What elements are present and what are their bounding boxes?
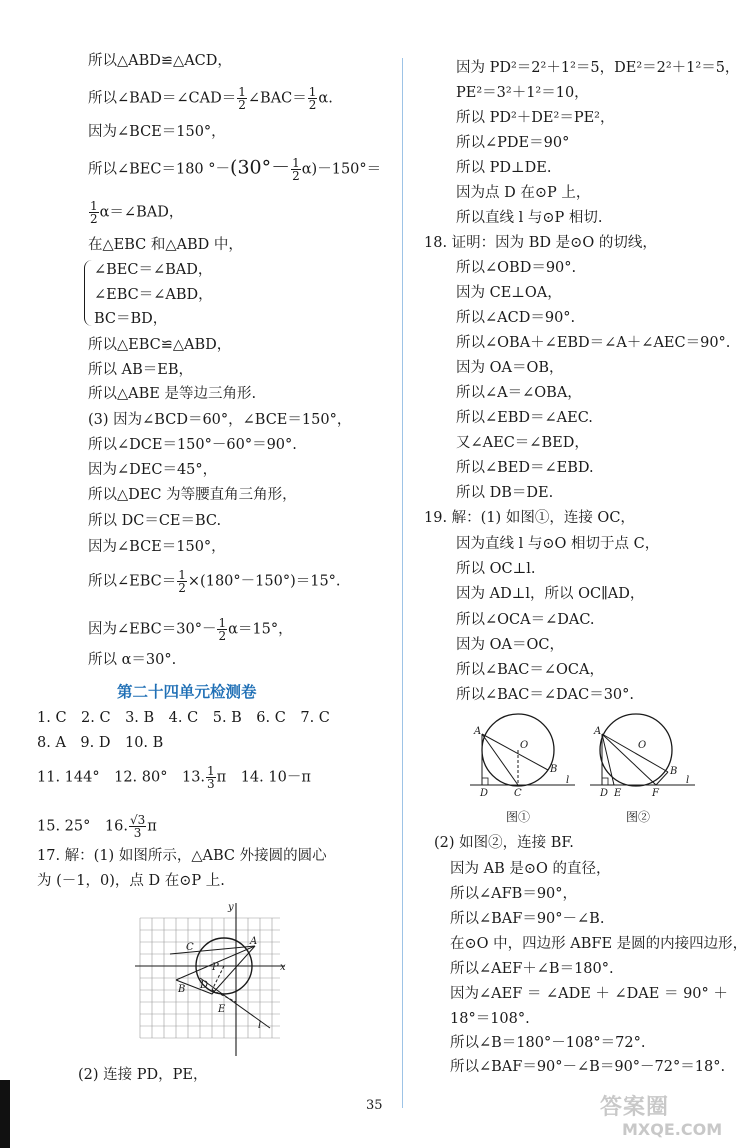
text-line: (2) 如图②，连接 BF. [434,835,574,851]
text-line: 所以直线 l 与⊙P 相切. [456,210,603,226]
text-line: 所以△ABD≌△ACD， [88,53,232,69]
svg-text:O: O [520,740,529,751]
svg-text:A: A [250,936,258,947]
text-line: 所以△DEC 为等腰直角三角形， [88,487,297,503]
text-line: $\frac{1}{2}$ α＝∠BAD， [90,199,184,226]
svg-text:l: l [258,1020,262,1031]
text-line: 所以∠B＝180°－108°＝72°. [450,1035,646,1051]
fraction: $\frac{1}{2}$ [292,156,300,183]
text-line: 所以∠BED＝∠EBD. [456,460,594,476]
text-line: 所以∠BAF＝90°－∠B. [450,911,605,927]
text-line: 所以∠DCE＝150°－60°＝90°. [88,437,297,453]
svg-text:y: y [228,902,234,913]
page-number: 35 [366,1098,383,1113]
svg-text:B: B [178,984,186,995]
text-line: 因为∠BCE＝150°， [88,124,226,140]
text-line: 因为 PD²＝2²＋1²＝5，DE²＝2²＋1²＝5， [456,60,740,76]
text-line: 因为 OA＝OC， [456,637,564,653]
text-line: (3) 因为∠BCD＝60°，∠BCE＝150°， [88,412,352,428]
fraction: $\frac{√3}{3}$ [129,813,146,840]
text-line: 所以 OC⊥l. [456,561,536,577]
system-line: ∠EBC＝∠ABD， [94,287,213,303]
text-line: 18°＝108°. [450,1011,530,1027]
text-line: 所以△EBC≌△ABD， [88,337,232,353]
text-line: 所以 DB＝DE. [456,485,554,501]
answer-line: 8. A 9. D 10. B [37,735,164,751]
text-line: 所以∠OCA＝∠DAC. [456,612,595,628]
text-line: 因为 AB 是⊙O 的直径， [450,861,611,877]
text-line: 所以△ABE 是等边三角形. [88,386,257,402]
text-line: 因为点 D 在⊙P 上， [456,185,591,201]
text-line: 所以∠EBC＝ $\frac{1}{2}$ ×(180°－150°)＝15°. [88,568,341,595]
text-line: 所以∠ACD＝90°. [456,310,576,326]
figure-caption: 图② [626,810,651,824]
fraction: $\frac{1}{2}$ [218,616,227,643]
svg-text:l: l [686,775,690,786]
svg-text:C: C [186,942,194,953]
text-line: 因为∠BCE＝150°， [88,539,226,555]
fraction: $\frac{1}{2}$ [178,568,186,595]
system-line: ∠BEC＝∠BAD， [94,262,213,278]
svg-text:D: D [480,788,489,798]
text-line: 为 (－1，0)，点 D 在⊙P 上. [37,873,225,889]
figure-17-grid [130,898,295,1058]
text-line: 所以∠AEF＋∠B＝180°. [450,961,614,977]
scan-edge [0,1080,10,1148]
text-line: 所以 AB＝EB， [88,362,193,378]
text-line: 因为 OA＝OB， [456,360,564,376]
text-line: 19. 解：(1) 如图①，连接 OC， [424,510,635,526]
svg-text:E: E [218,1004,226,1015]
svg-text:D: D [600,788,609,798]
text-line: 因为直线 l 与⊙O 相切于点 C， [456,536,660,552]
watermark: 答案圈 [600,1095,670,1120]
text-line: 所以∠OBA＋∠EBD＝∠A＋∠AEC＝90°. [456,335,731,351]
svg-text:B: B [670,766,678,777]
svg-text:B: B [550,764,558,775]
text-line: 因为 AD⊥l，所以 OC∥AD， [456,586,645,602]
text-line: 因为∠DEC＝45°， [88,462,218,478]
watermark-url: MXQE.COM [622,1120,723,1139]
text-line: PE²＝3²＋1²＝10， [456,85,589,101]
text-line: 在△EBC 和△ABD 中， [88,237,243,253]
text-line: 所以∠BAC＝∠DAC＝30°. [456,687,635,703]
column-divider [402,58,403,1108]
text-line: 所以∠EBD＝∠AEC. [456,410,593,426]
text-line: 因为∠AEF ＝ ∠ADE ＋ ∠DAE ＝ 90° ＋ [450,986,728,1002]
svg-text:O: O [638,740,647,751]
text-line: 所以∠PDE＝90° [456,135,570,151]
text-line: (2) 连接 PD，PE， [78,1067,208,1083]
system-line: BC＝BD， [94,311,168,327]
text-line: 所以∠BAF＝90°－∠B＝90°－72°＝18°. [450,1059,726,1075]
svg-text:A: A [594,726,602,737]
text-line: 因为∠EBC＝30°－ $\frac{1}{2}$ α＝15°， [88,616,293,643]
svg-text:A: A [474,726,482,737]
text-line: 所以 PD⊥DE. [456,160,552,176]
figure-caption: 图① [506,810,531,824]
system-brace [84,260,93,326]
figure-19-1 [470,712,580,798]
answer-line: 1. C 2. C 3. B 4. C 5. B 6. C 7. C [37,710,330,726]
fraction: $\frac{1}{2}$ [308,85,317,112]
text-line: 18. 证明：因为 BD 是⊙O 的切线， [424,235,657,251]
text-line: 在⊙O 中，四边形 ABFE 是圆的内接四边形， [450,936,748,952]
svg-text:F: F [652,788,659,798]
svg-text:C: C [514,788,522,798]
text-line: 所以∠BEC＝180 °－(30°－ $\frac{1}{2}$ α)－150°＝ [88,156,382,183]
figure-19-2 [590,712,700,798]
svg-text:x: x [280,962,286,973]
answer-line: 11. 144° 12. 80° 13. $\frac{1}{3}$ π 14. 10－π [37,764,311,791]
svg-text:D: D [200,980,209,991]
fraction: $\frac{1}{3}$ [207,764,215,791]
text-line: 又∠AEC＝∠BED， [456,435,589,451]
fraction: $\frac{1}{2}$ [90,199,98,226]
text-line: 所以 DC＝CE＝BC. [88,513,222,529]
section-title: 第二十四单元检测卷 [117,683,257,701]
text-line: 17. 解：(1) 如图所示，△ABC 外接圆的圆心 [37,848,327,864]
text-line: 因为 CE⊥OA， [456,285,562,301]
svg-text:l: l [566,775,570,786]
text-line: 所以 α＝30°. [88,652,177,668]
svg-text:P: P [212,962,219,973]
text-line: 所以∠AFB＝90°， [450,886,578,902]
answer-line: 15. 25° 16. $\frac{√3}{3}$ π [37,813,157,840]
text-line: 所以∠BAD＝∠CAD＝ $\frac{1}{2}$ ∠BAC＝ $\frac{1}{2}$ α. [88,85,333,112]
text-line: 所以 PD²＋DE²＝PE²， [456,110,615,126]
text-line: 所以∠OBD＝90°. [456,260,577,276]
svg-text:E: E [614,788,622,798]
fraction: $\frac{1}{2}$ [238,85,246,112]
text-line: 所以∠BAC＝∠OCA， [456,662,604,678]
text-line: 所以∠A＝∠OBA， [456,385,582,401]
